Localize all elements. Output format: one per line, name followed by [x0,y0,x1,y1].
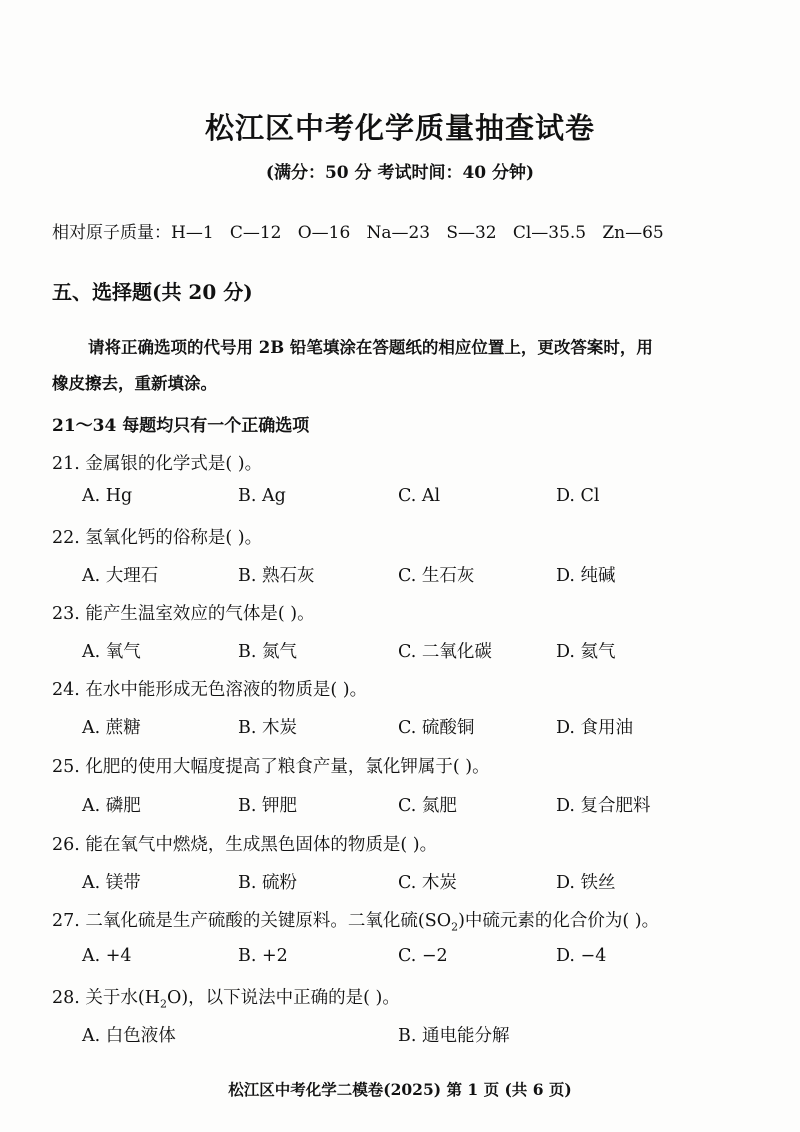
question-stem-25: 25. 化肥的使用大幅度提高了粮食产量，氯化钾属于( )。 [52,757,490,777]
option-25-b: B. 钾肥 [238,796,297,816]
option-22-c: C. 生石灰 [398,566,475,586]
question-stem-26: 26. 能在氧气中燃烧，生成黑色固体的物质是( )。 [52,835,438,855]
option-21-b: B. Ag [238,486,286,506]
page-footer: 松江区中考化学二模卷(2025) 第 1 页 (共 6 页) [228,1080,572,1099]
option-23-a: A. 氧气 [82,642,141,662]
option-21-a: A. Hg [82,486,133,506]
option-26-c: C. 木炭 [398,873,457,893]
question-stem-22: 22. 氢氧化钙的俗称是( )。 [52,528,263,548]
option-24-c: C. 硫酸铜 [398,718,475,738]
option-22-a: A. 大理石 [82,566,159,586]
option-21-d: D. Cl [556,486,600,506]
option-27-b: B. +2 [238,946,288,966]
question-28-part-2: O)，以下说法中正确的是( )。 [166,988,400,1008]
group-label: 21～34 每题均只有一个正确选项 [52,416,310,436]
option-23-d: D. 氦气 [556,642,616,662]
question-28-part-1: 28. 关于水(H [52,988,160,1008]
option-22-d: D. 纯碱 [556,566,616,586]
option-27-c: C. −2 [398,946,448,966]
option-26-d: D. 铁丝 [556,873,616,893]
question-stem-23: 23. 能产生温室效应的气体是( )。 [52,604,315,624]
instruction-line-2: 橡皮擦去，重新填涂。 [52,374,217,393]
question-28-subscript: 2 [159,997,167,1011]
question-stem-28 [52,984,400,1011]
option-26-a: A. 镁带 [82,873,141,893]
question-27-subscript: 2 [451,920,459,934]
option-28-b: B. 通电能分解 [398,1026,510,1046]
question-stem-21: 21. 金属银的化学式是( )。 [52,454,263,474]
option-25-c: C. 氮肥 [398,796,457,816]
option-26-b: B. 硫粉 [238,873,297,893]
question-stem-24: 24. 在水中能形成无色溶液的物质是( )。 [52,680,368,700]
question-27-part-2: )中硫元素的化合价为( )。 [458,911,660,931]
option-25-a: A. 磷肥 [82,796,141,816]
instruction-line-1: 请将正确选项的代号用 2B 铅笔填涂在答题纸的相应位置上，更改答案时，用 [88,338,653,357]
atomic-masses: 相对原子质量：H—1 C—12 O—16 Na—23 S—32 Cl—35.5 Zn—65 [52,223,664,243]
section-heading: 五、选择题(共 20 分) [52,280,253,304]
question-stem-27 [52,907,659,934]
option-27-d: D. −4 [556,946,607,966]
option-24-d: D. 食用油 [556,718,634,738]
exam-info: (满分：50 分 考试时间：40 分钟) [265,163,535,183]
page-title: 松江区中考化学质量抽查试卷 [204,111,595,145]
question-27-part-1: 27. 二氧化硫是生产硫酸的关键原料。二氧化硫(SO [52,911,452,931]
option-21-c: C. Al [398,486,441,506]
option-28-a: A. 白色液体 [82,1026,176,1046]
option-23-b: B. 氮气 [238,642,297,662]
option-25-d: D. 复合肥料 [556,796,651,816]
option-22-b: B. 熟石灰 [238,566,315,586]
option-24-b: B. 木炭 [238,718,297,738]
option-24-a: A. 蔗糖 [82,718,141,738]
option-23-c: C. 二氧化碳 [398,642,492,662]
option-27-a: A. +4 [82,946,132,966]
